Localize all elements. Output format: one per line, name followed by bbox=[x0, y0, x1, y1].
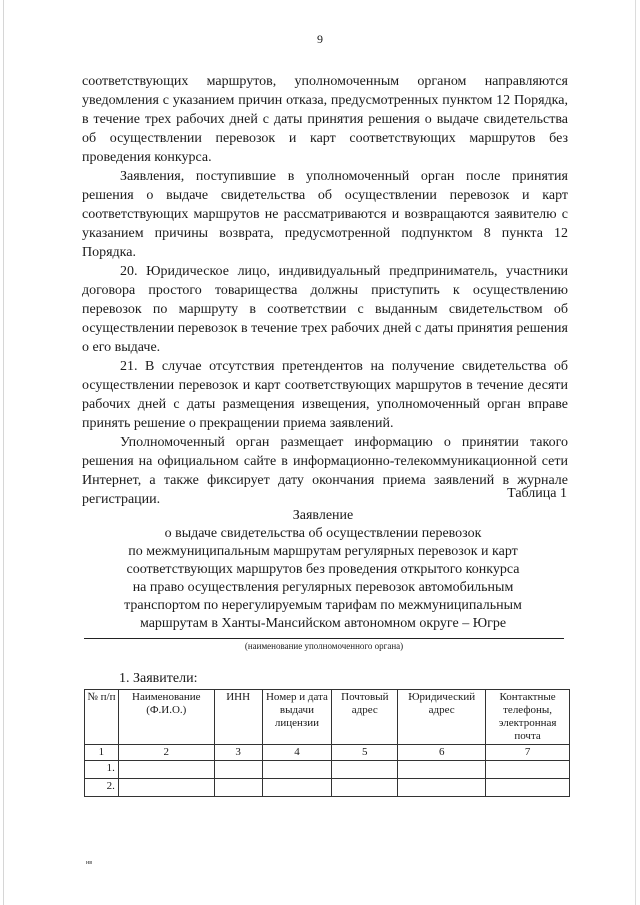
form-title-line: маршрутам в Ханты-Мансийском автономном округе – Югре bbox=[139, 616, 507, 631]
table-cell: 1 bbox=[85, 745, 119, 761]
table-header-cell: № п/п bbox=[85, 690, 119, 745]
table-cell: 2. bbox=[85, 779, 119, 797]
table-cell: 3 bbox=[214, 745, 262, 761]
table-cell: 2 bbox=[118, 745, 214, 761]
form-title-line: транспортом по нерегулируемым тарифам по межмуниципальным bbox=[124, 598, 522, 613]
table-header-cell: Номер и дата выдачи лицензии bbox=[262, 690, 332, 745]
table-header-cell: Наименование (Ф.И.О.) bbox=[118, 690, 214, 745]
table-row bbox=[85, 779, 570, 797]
table-cell bbox=[118, 779, 214, 797]
table-cell bbox=[398, 779, 486, 797]
table-numbering-row bbox=[85, 745, 570, 761]
table-row bbox=[85, 761, 570, 779]
table-header-cell: Юридический адрес bbox=[398, 690, 486, 745]
table-cell bbox=[262, 779, 332, 797]
body-text bbox=[82, 72, 568, 509]
table-cell bbox=[398, 761, 486, 779]
table-label: Таблица 1 bbox=[507, 486, 567, 501]
form-title-line: на право осуществления регулярных перевозок автомобильным bbox=[132, 580, 514, 595]
footer-mark: нв bbox=[86, 860, 93, 866]
section-title: 1. Заявители: bbox=[119, 671, 198, 686]
scan-edge-right bbox=[635, 0, 636, 905]
table-cell bbox=[486, 779, 570, 797]
scan-edge-left bbox=[3, 0, 4, 905]
table-header-cell: Контактные телефоны, электронная почта bbox=[486, 690, 570, 745]
paragraph: 21. В случае отсутствия претендентов на получение свидетельства об осуществлении перевозок и карт соответствующих маршрутов в течение десяти рабочих дней с даты размещения извещения, уполномоченный орган вправе принять решение о прекращении приема заявлений. bbox=[82, 359, 568, 431]
table-header-cell: Почтовый адрес bbox=[332, 690, 398, 745]
paragraph: 20. Юридическое лицо, индивидуальный предприниматель, участники договора простого товарищества должны приступить к осуществлению перевозок по маршруту в соответствии с выданным свидетельством об осуществлении перевозок в течение трех рабочих дней с даты принятия решения о его выдаче. bbox=[82, 264, 568, 355]
paragraph: Заявления, поступившие в уполномоченный орган после принятия решения о выдаче свидетельства об осуществлении перевозок и карт соответствующих маршрутов не рассматриваются и возвращаются заявителю с указанием причины возврата, предусмотренной подпунктом 8 пункта 12 Порядка. bbox=[82, 169, 568, 260]
form-title bbox=[90, 507, 556, 633]
table-cell bbox=[486, 761, 570, 779]
table-cell bbox=[332, 779, 398, 797]
table-cell: 4 bbox=[262, 745, 332, 761]
table-header-cell: ИНН bbox=[214, 690, 262, 745]
paragraph: Уполномоченный орган размещает информацию о принятии такого решения на официальном сайте в информационно-телекоммуникационной сети Интернет, а также фиксирует дату окончания приема заявлений в журнале регистрации. bbox=[82, 435, 568, 507]
paragraph: соответствующих маршрутов, уполномоченным органом направляются уведомления с указанием причин отказа, предусмотренных пунктом 12 Порядка, в течение трех рабочих дней с даты принятия решения о выдаче свидетельства об осуществлении перевозок и карт соответствующих маршрутов без проведения конкурса. bbox=[82, 74, 568, 165]
form-title-line: о выдаче свидетельства об осуществлении перевозок bbox=[164, 526, 482, 541]
authority-name-line bbox=[84, 638, 564, 639]
page-number: 9 bbox=[317, 32, 323, 46]
table-cell: 6 bbox=[398, 745, 486, 761]
table-cell: 5 bbox=[332, 745, 398, 761]
authority-name-caption: (наименование уполномоченного органа) bbox=[244, 641, 404, 651]
table-header-row bbox=[85, 690, 570, 745]
table-cell bbox=[118, 761, 214, 779]
table-cell bbox=[214, 779, 262, 797]
table-cell: 1. bbox=[85, 761, 119, 779]
table-cell bbox=[262, 761, 332, 779]
table-cell bbox=[332, 761, 398, 779]
form-title-line: по межмуниципальным маршрутам регулярных перевозок и карт bbox=[128, 544, 518, 559]
form-title-line: соответствующих маршрутов без проведения открытого конкурса bbox=[126, 562, 520, 577]
applicants-table bbox=[84, 689, 570, 797]
table-cell bbox=[214, 761, 262, 779]
table-cell: 7 bbox=[486, 745, 570, 761]
form-title-heading: Заявление bbox=[292, 508, 354, 523]
